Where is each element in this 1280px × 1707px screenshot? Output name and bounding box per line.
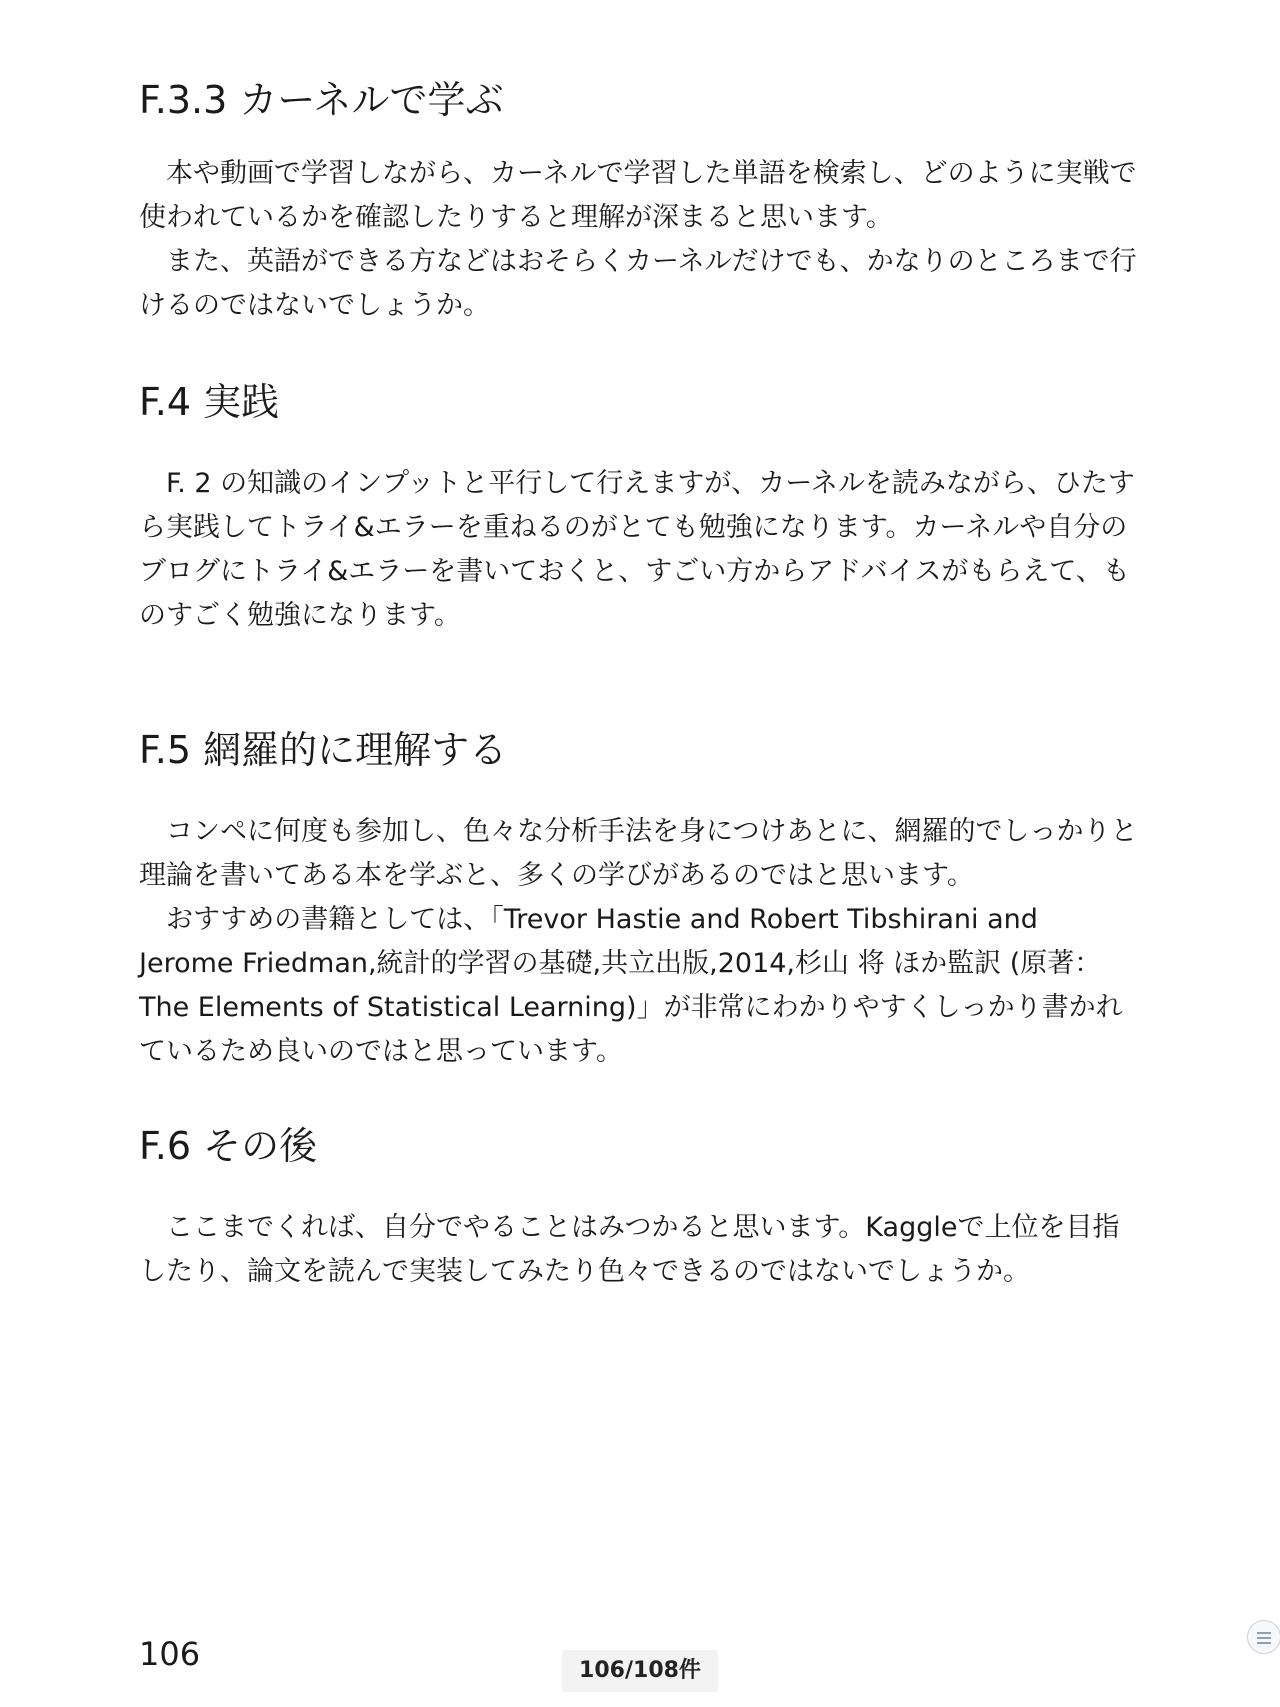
paragraph: おすすめの書籍としては、「Trevor Hastie and Robert Tibshirani and Jerome Friedman,統計的学習の基礎,共立出版,2014,杉山 将 ほか監訳 (原著：The Elements of Statistical Learning)」が非常にわかりやすくしっかり書かれているため良いのではと思っています。: [139, 904, 1123, 1067]
page-number: 106: [139, 1635, 201, 1673]
section-heading: F.3.3 カーネルで学ぶ: [139, 78, 504, 122]
paragraph: また、英語ができる方などはおそらくカーネルだけでも、かなりのところまで行けるのではないでしょうか。: [139, 246, 1137, 321]
paragraph: コンペに何度も参加し、色々な分析手法を身につけあとに、網羅的でしっかりと理論を書いてある本を学ぶと、多くの学びがあるのではと思います。: [139, 816, 1138, 891]
menu-icon[interactable]: [1247, 1620, 1280, 1654]
page-counter: 106/108件: [562, 1650, 718, 1692]
section-heading: F.6 その後: [139, 1124, 318, 1168]
paragraph: F. 2 の知識のインプットと平行して行えますが、カーネルを読みながら、ひたすら実践してトライ&エラーを重ねるのがとても勉強になります。カーネルや自分のブログにトライ&エラーを書いておくと、すごい方からアドバイスがもらえて、ものすごく勉強になります。: [139, 468, 1135, 631]
section-heading: F.4 実践: [139, 380, 280, 424]
section-f-4: [139, 376, 1139, 638]
paragraph: 本や動画で学習しながら、カーネルで学習した単語を検索し、どのように実戦で使われているかを確認したりすると理解が深まると思います。: [139, 158, 1137, 233]
section-heading: F.5 網羅的に理解する: [139, 728, 508, 772]
section-f-3-3: [139, 74, 1139, 328]
section-f-5: [139, 724, 1139, 1074]
paragraph: ここまでくれば、自分でやることはみつかると思います。Kaggleで上位を目指したり、論文を読んで実装してみたり色々できるのではないでしょうか。: [139, 1212, 1120, 1287]
section-f-6: [139, 1120, 1139, 1294]
